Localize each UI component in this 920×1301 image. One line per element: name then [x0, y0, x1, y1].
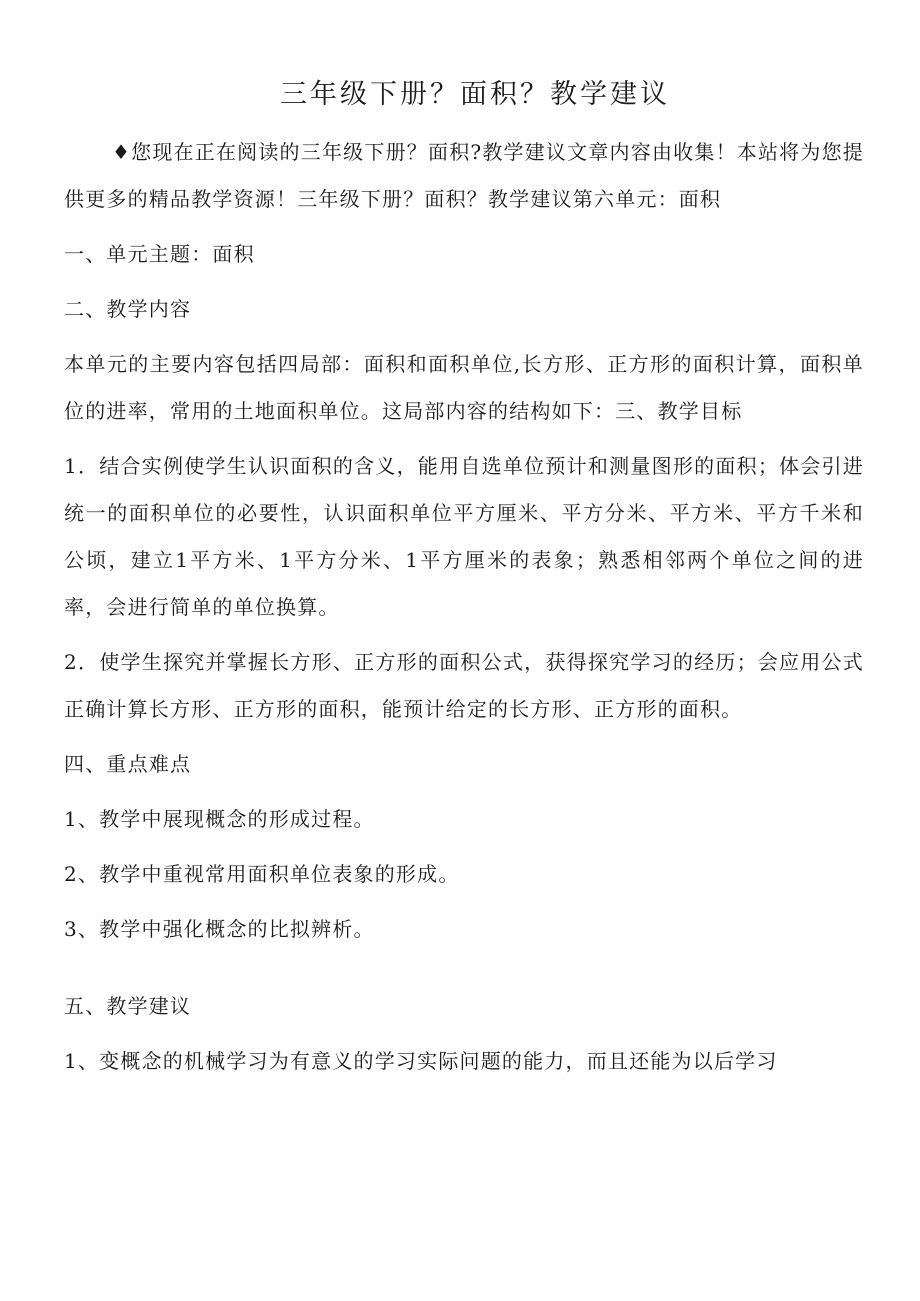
document-title: 三年级下册？面积？教学建议: [280, 79, 670, 110]
intro-paragraph: ♦您现在正在阅读的三年级下册？面积?教学建议文章内容由收集！本站将为您提供更多的精品教学资源！三年级下册？面积？教学建议第六单元：面积: [64, 140, 864, 211]
advice-item-1: 1、变概念的机械学习为有意义的学习实际问题的能力，而且还能为以后学习: [64, 1049, 778, 1073]
section-heading-key-points: 四、重点难点: [64, 752, 192, 776]
key-point-1: 1、教学中展现概念的形成过程。: [64, 807, 375, 831]
goal-item-1: 1．结合实例使学生认识面积的含义，能用自选单位预计和测量图形的面积；体会引进统一的面积单位的必要性，认识面积单位平方厘米、平方分米、平方米、平方千米和公顷，建立1平方米、1平方分米、1平方厘米的表象；熟悉相邻两个单位之间的进率，会进行简单的单位换算。: [64, 454, 864, 619]
document-page: [64, 72, 864, 1093]
key-point-2: 2、教学中重视常用面积单位表象的形成。: [64, 862, 460, 886]
teaching-content-paragraph: 本单元的主要内容包括四局部：面积和面积单位,长方形、正方形的面积计算，面积单位的进率，常用的土地面积单位。这局部内容的结构如下：三、教学目标: [64, 352, 864, 423]
section-heading-unit-theme: 一、单元主题：面积: [64, 242, 255, 266]
key-point-3: 3、教学中强化概念的比拟辨析。: [64, 917, 375, 941]
goal-item-2: 2．使学生探究并掌握长方形、正方形的面积公式，获得探究学习的经历；会应用公式正确计算长方形、正方形的面积，能预计给定的长方形、正方形的面积。: [64, 650, 864, 721]
section-heading-teaching-content: 二、教学内容: [64, 297, 192, 321]
section-heading-teaching-advice: 五、教学建议: [64, 994, 192, 1018]
